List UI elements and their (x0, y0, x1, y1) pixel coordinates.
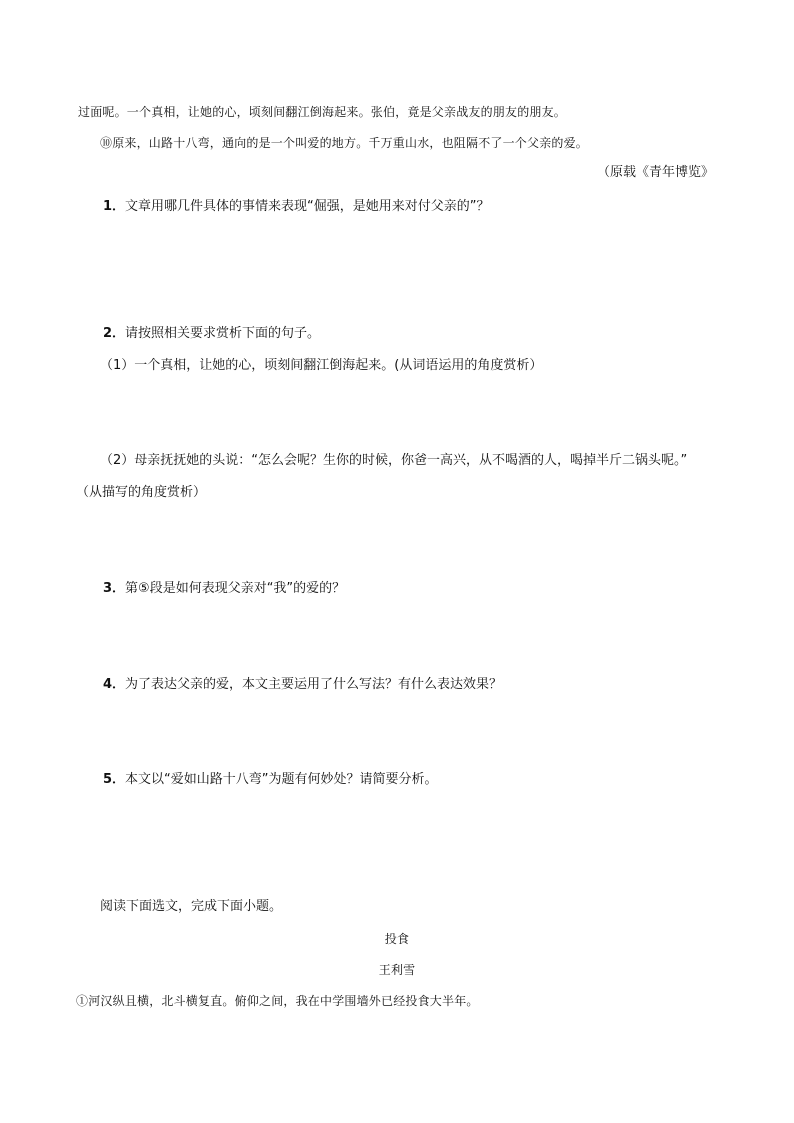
passage-line-2: ⑩原来，山路十八弯，通向的是一个叫爱的地方。千万重山水，也阻隔不了一个父亲的爱。 (100, 136, 589, 150)
question-1 (103, 198, 490, 216)
question-text: 第⑤段是如何表现父亲对“我”的爱的？ (125, 581, 346, 596)
question-2-sub-1: （1）一个真相，让她的心，顷刻间翻江倒海起来。(从词语运用的角度赏析） (100, 358, 543, 373)
question-text: 文章用哪几件具体的事情来表现“倔强，是她用来对付父亲的”？ (125, 199, 490, 214)
question-2-sub-2-line-2: （从描写的角度赏析） (76, 485, 207, 500)
section-author: 王利雪 (378, 963, 416, 977)
question-number: 2． (103, 326, 126, 341)
question-number: 1． (103, 199, 126, 214)
question-number: 5． (103, 772, 126, 787)
question-2 (103, 325, 320, 343)
section-title: 投食 (384, 932, 410, 946)
question-4 (103, 676, 502, 694)
question-text: 本文以“爱如山路十八弯”为题有何妙处？请简要分析。 (125, 772, 438, 787)
question-2-sub-2-line-1: （2）母亲抚抚她的头说：“怎么会呢？生你的时候，你爸一高兴，从不喝酒的人，喝掉半斤二锅头呢。” (100, 453, 688, 468)
source-note: （原载《青年博览》 (596, 165, 714, 180)
passage-line-1: 过面呢。一个真相，让她的心，顷刻间翻江倒海起来。张伯，竟是父亲战友的朋友的朋友。 (78, 105, 567, 119)
question-3 (103, 580, 345, 598)
question-text: 为了表达父亲的爱，本文主要运用了什么写法？有什么表达效果？ (125, 677, 503, 692)
section-first-line: ①河汉纵且横，北斗横复直。俯仰之间，我在中学围墙外已经投食大半年。 (76, 994, 479, 1008)
question-text: 请按照相关要求赏析下面的句子。 (125, 326, 321, 341)
section-instruction: 阅读下面选文，完成下面小题。 (100, 899, 283, 914)
question-5 (103, 771, 438, 789)
question-number: 3． (103, 581, 126, 596)
question-number: 4． (103, 677, 126, 692)
